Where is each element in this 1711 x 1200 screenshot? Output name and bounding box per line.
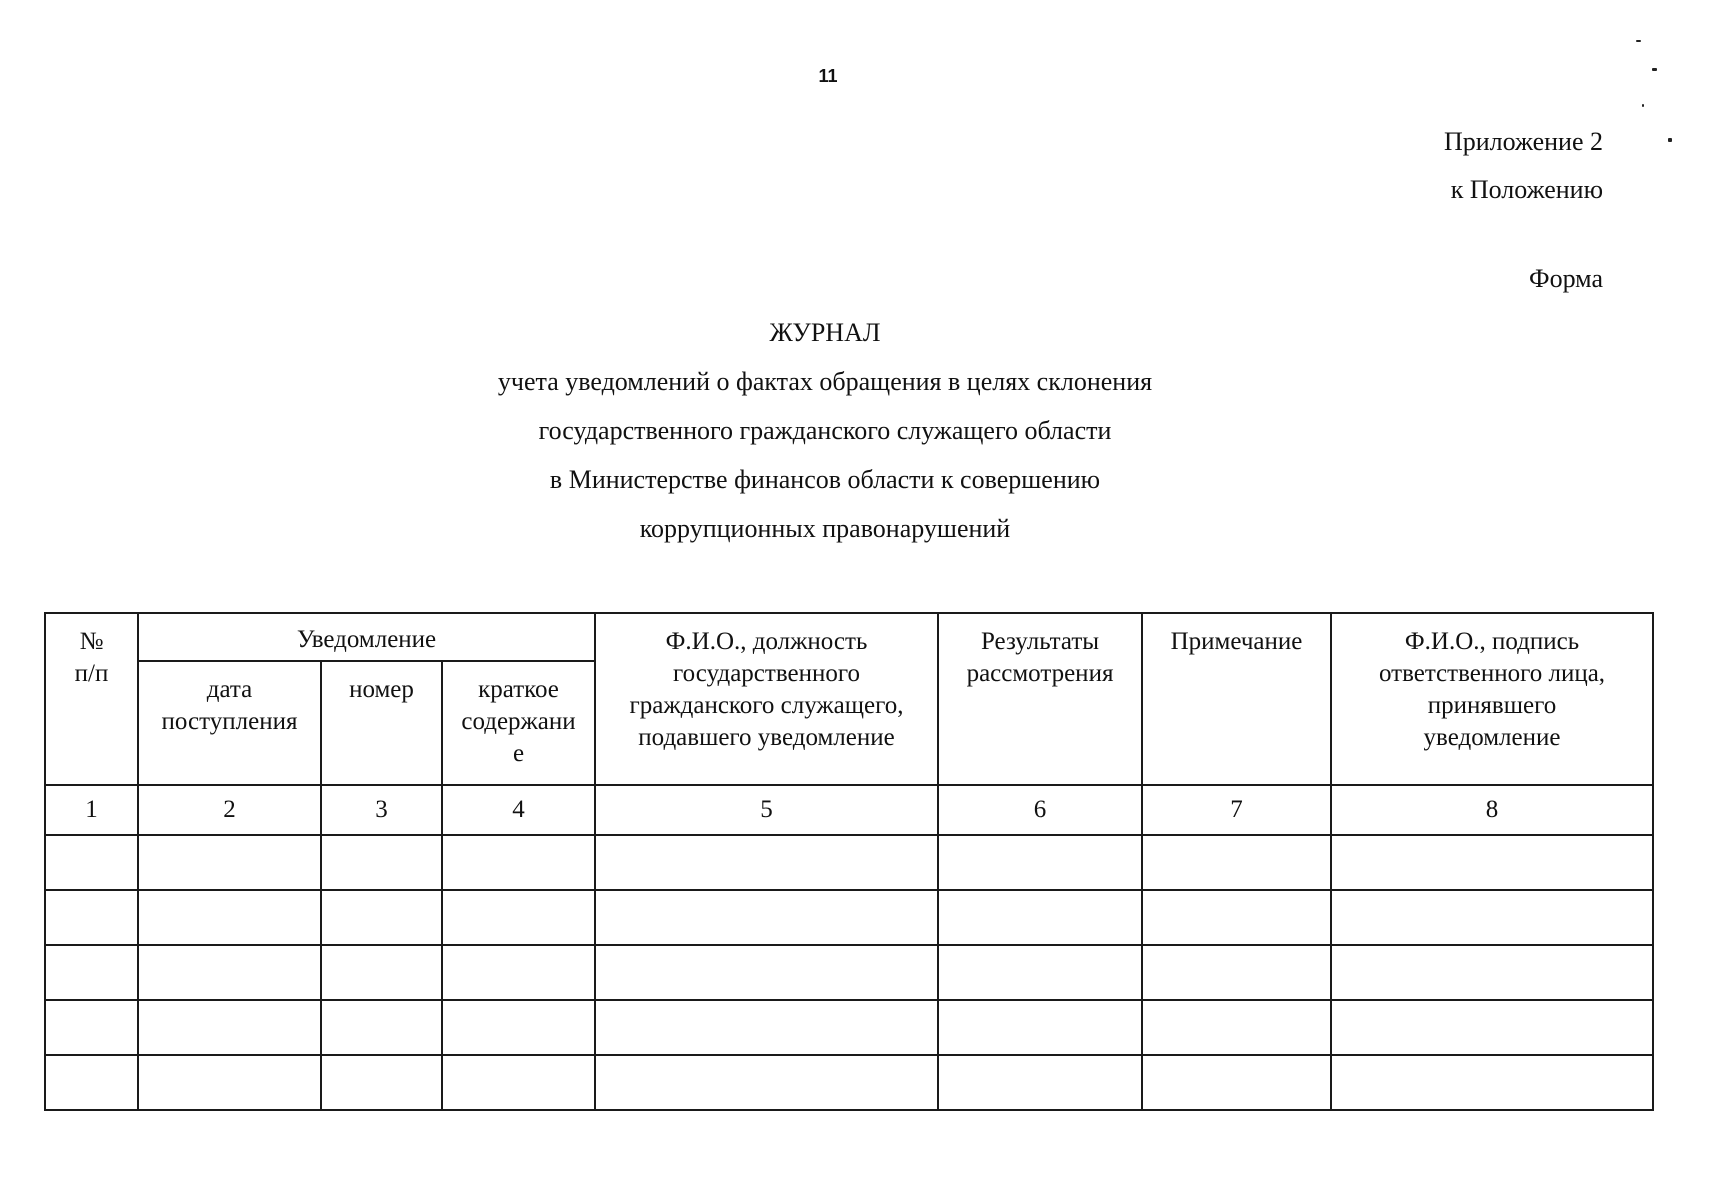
table-cell: [1331, 835, 1653, 890]
table-cell: [938, 1000, 1142, 1055]
header-text: рассмотрения: [966, 660, 1114, 687]
header-text: подавшего уведомление: [638, 724, 895, 751]
title-line-3: в Министерстве финансов области к совершению: [549, 465, 1101, 494]
title-line-4: коррупционных правонарушений: [639, 514, 1011, 543]
table-cell: [442, 890, 595, 945]
header-text: государственного: [673, 660, 860, 687]
form-label: Форма: [1529, 264, 1603, 293]
table-row: [45, 945, 1653, 1000]
table-cell: [138, 890, 321, 945]
table-cell: [1331, 945, 1653, 1000]
table-cell: [938, 835, 1142, 890]
table-cell: [138, 945, 321, 1000]
table-cell: [938, 1055, 1142, 1110]
table-row: [45, 890, 1653, 945]
header-text: номер: [349, 676, 414, 703]
table-cell: [1142, 890, 1331, 945]
table-cell: [321, 1000, 442, 1055]
table-cell: [1142, 835, 1331, 890]
table-cell: [1331, 1055, 1653, 1110]
column-number: 2: [138, 785, 321, 835]
table-cell: [938, 945, 1142, 1000]
table-cell: [595, 890, 938, 945]
header-text: е: [512, 740, 525, 767]
header-text: п/п: [74, 660, 109, 687]
column-number: 4: [442, 785, 595, 835]
empty-rows: [45, 835, 1653, 1110]
journal-table: [44, 612, 1654, 1111]
header-note: [1142, 613, 1331, 785]
header-text: гражданского служащего,: [629, 692, 904, 719]
table-cell: [321, 835, 442, 890]
table-cell: [442, 945, 595, 1000]
header-text: Уведомление: [296, 626, 437, 653]
table-cell: [1142, 1055, 1331, 1110]
column-number: 7: [1142, 785, 1331, 835]
table-cell: [595, 1000, 938, 1055]
table-cell: [138, 1000, 321, 1055]
header-text: поступления: [161, 708, 298, 735]
scan-speck: [1636, 40, 1641, 42]
header-text: краткое: [478, 676, 559, 703]
table-cell: [45, 945, 138, 1000]
table-cell: [938, 890, 1142, 945]
header-text: ответственного лица,: [1378, 660, 1606, 687]
table-row: [45, 1055, 1653, 1110]
header-text: дата: [206, 676, 253, 703]
column-number: 5: [595, 785, 938, 835]
header-text: Результаты: [980, 628, 1100, 655]
table-cell: [321, 890, 442, 945]
table-row: [45, 835, 1653, 890]
column-number-row: [45, 785, 1653, 835]
header-text: содержани: [461, 708, 576, 735]
header-text: принявшего: [1427, 692, 1557, 719]
title-heading: ЖУРНАЛ: [769, 318, 881, 347]
table-cell: [1331, 890, 1653, 945]
header-receipt-date: [138, 661, 321, 785]
appendix-line-2: к Положению: [1450, 175, 1603, 204]
header-number: [321, 661, 442, 785]
scan-speck: [1652, 68, 1657, 71]
table-cell: [321, 1055, 442, 1110]
scan-speck: [1668, 138, 1672, 142]
column-number: 8: [1331, 785, 1653, 835]
appendix-reference: [1444, 118, 1603, 214]
page-number: 11: [818, 66, 838, 86]
table-cell: [138, 1055, 321, 1110]
table-cell: [45, 1000, 138, 1055]
table-cell: [442, 835, 595, 890]
table-cell: [45, 1055, 138, 1110]
document-title: [300, 308, 1350, 553]
table-cell: [1142, 1000, 1331, 1055]
header-text: Ф.И.О., подпись: [1404, 628, 1580, 655]
header-text: Ф.И.О., должность: [665, 628, 868, 655]
table-cell: [1331, 1000, 1653, 1055]
header-fio-position: [595, 613, 938, 785]
table-cell: [595, 835, 938, 890]
column-number: 3: [321, 785, 442, 835]
header-text: Примечание: [1170, 628, 1303, 655]
table-cell: [1142, 945, 1331, 1000]
column-number: 6: [938, 785, 1142, 835]
table-cell: [138, 835, 321, 890]
header-text: №: [79, 628, 104, 655]
scan-speck: [1642, 104, 1644, 107]
column-number: 1: [45, 785, 138, 835]
appendix-line-1: Приложение 2: [1443, 127, 1603, 156]
header-responsible-person: [1331, 613, 1653, 785]
table-row: [45, 1000, 1653, 1055]
table-cell: [595, 1055, 938, 1110]
table-cell: [45, 835, 138, 890]
header-row-number: [45, 613, 138, 785]
header-results: [938, 613, 1142, 785]
header-notification: [138, 613, 595, 661]
table-cell: [442, 1000, 595, 1055]
table-cell: [45, 890, 138, 945]
title-line-1: учета уведомлений о фактах обращения в целях склонения: [497, 367, 1153, 396]
header-text: уведомление: [1423, 724, 1561, 751]
table-cell: [321, 945, 442, 1000]
header-summary: [442, 661, 595, 785]
title-line-2: государственного гражданского служащего области: [538, 416, 1112, 445]
table-cell: [595, 945, 938, 1000]
table-cell: [442, 1055, 595, 1110]
